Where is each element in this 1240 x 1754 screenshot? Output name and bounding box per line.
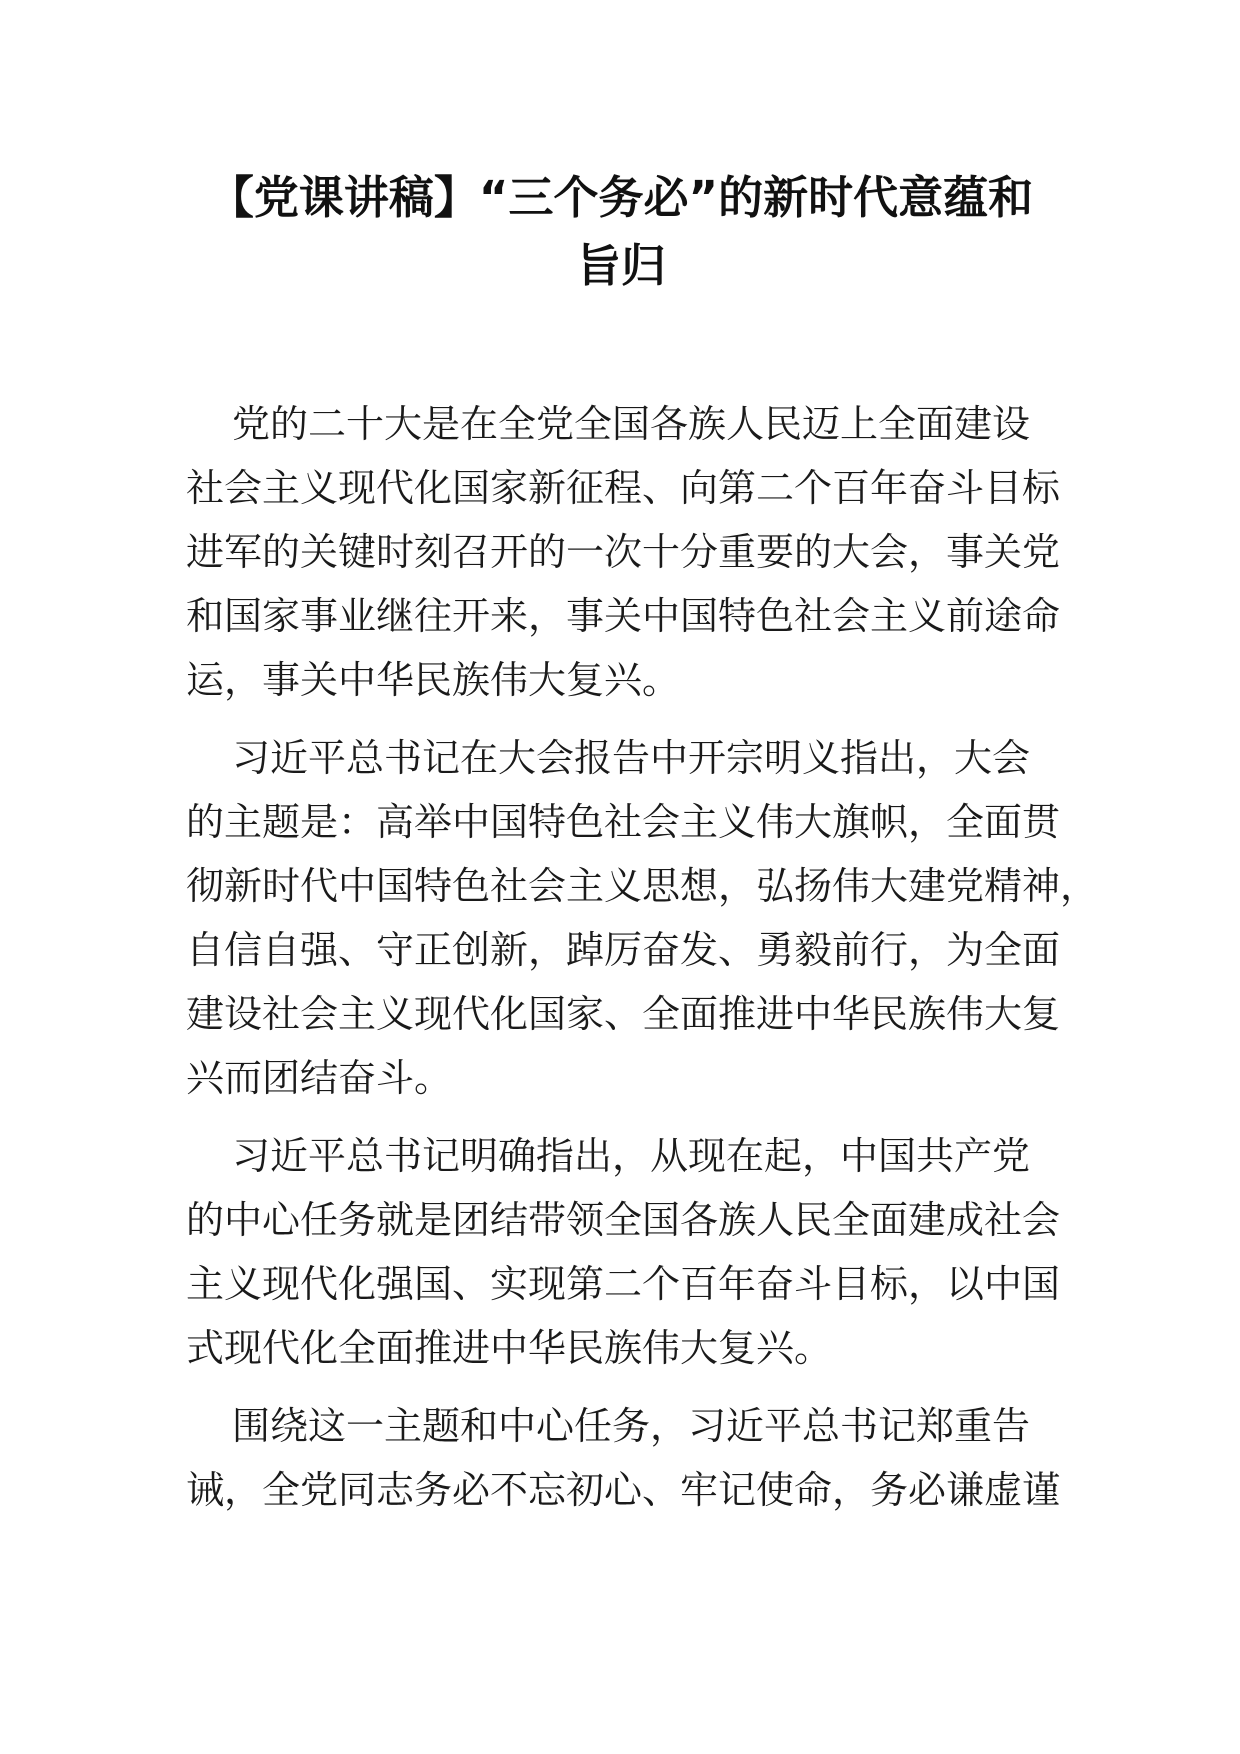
paragraph <box>186 392 1066 712</box>
paragraph-line: 建设社会主义现代化国家、全面推进中华民族伟大复 <box>186 992 1061 1036</box>
paragraph-line: 社会主义现代化国家新征程、向第二个百年奋斗目标 <box>186 466 1061 510</box>
paragraph <box>186 1124 1066 1380</box>
paragraph-line: 的主题是：高举中国特色社会主义伟大旗帜，全面贯 <box>186 800 1061 844</box>
document-title <box>186 164 1056 300</box>
paragraph-line: 式现代化全面推进中华民族伟大复兴。 <box>186 1326 833 1370</box>
paragraph-line: 彻新时代中国特色社会主义思想，弘扬伟大建党精神， <box>186 864 1099 908</box>
paragraph-line: 兴而团结奋斗。 <box>186 1056 453 1100</box>
paragraph-line: 运，事关中华民族伟大复兴。 <box>186 658 681 702</box>
title-line: 旨归 <box>575 239 666 292</box>
paragraph-line: 习近平总书记明确指出，从现在起，中国共产党 <box>232 1134 1031 1178</box>
document-body <box>186 392 1099 1536</box>
paragraph-line: 的中心任务就是团结带领全国各族人民全面建成社会 <box>186 1198 1061 1242</box>
paragraph-line: 自信自强、守正创新，踔厉奋发、勇毅前行，为全面 <box>186 928 1061 972</box>
paragraph-line: 习近平总书记在大会报告中开宗明义指出，大会 <box>232 736 1031 780</box>
title-line: 【党课讲稿】“三个务必”的新时代意蕴和 <box>208 171 1034 224</box>
paragraph-line: 和国家事业继往开来，事关中国特色社会主义前途命 <box>186 594 1061 638</box>
paragraph-line: 党的二十大是在全党全国各族人民迈上全面建设 <box>232 402 1031 446</box>
paragraph-line: 主义现代化强国、实现第二个百年奋斗目标，以中国 <box>186 1262 1061 1306</box>
paragraph <box>186 726 1099 1110</box>
paragraph-line: 进军的关键时刻召开的一次十分重要的大会，事关党 <box>186 530 1061 574</box>
paragraph-line: 诫，全党同志务必不忘初心、牢记使命，务必谦虚谨 <box>186 1468 1061 1512</box>
paragraph <box>186 1394 1066 1522</box>
paragraph-line: 围绕这一主题和中心任务，习近平总书记郑重告 <box>232 1404 1031 1448</box>
